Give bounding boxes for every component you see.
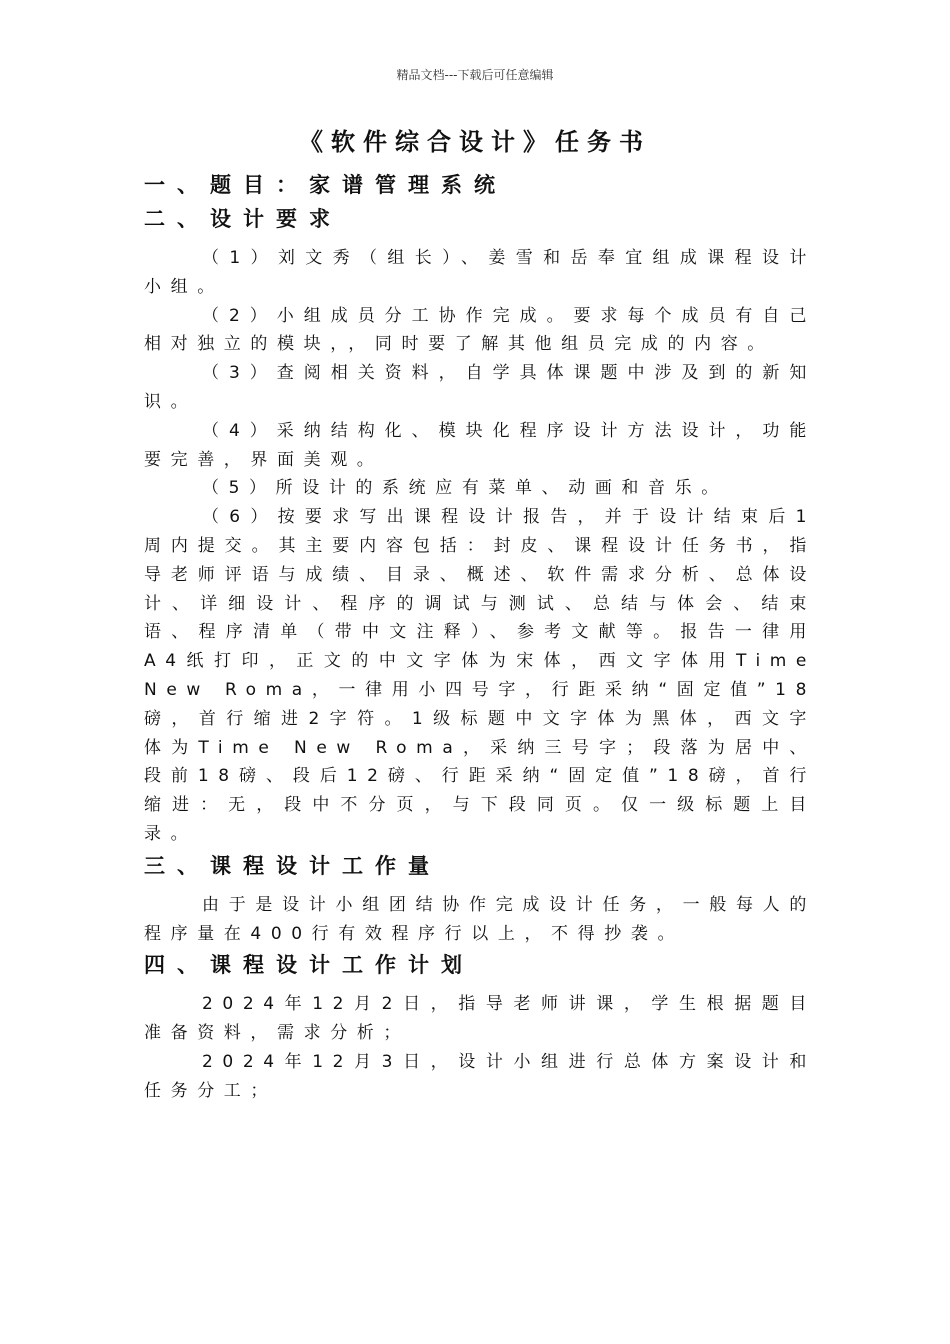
page-header-note: 精品文档---下载后可任意编辑	[396, 68, 554, 82]
requirement-item-5: （5）所设计的系统应有菜单、动画和音乐。	[202, 478, 728, 499]
section-heading-topic: 一、题目：家谱管理系统	[144, 173, 507, 197]
section-heading-work-plan: 四、课程设计工作计划	[144, 953, 474, 978]
section-heading-workload: 三、课程设计工作量	[144, 853, 441, 878]
section-heading-requirements: 二、设计要求	[144, 207, 342, 231]
requirement-item-3: （3）查阅相关资料，自学具体课题中涉及到的新知识。	[144, 363, 816, 412]
work-plan-item-2: 2024年12月3日，设计小组进行总体方案设计和任务分工；	[144, 1051, 816, 1101]
document-body	[144, 168, 816, 1106]
requirement-item-4: （4）采纳结构化、模块化程序设计方法设计，功能要完善，界面美观。	[144, 420, 816, 470]
requirement-item-1: （1）刘文秀（组长）、姜雪和岳奉宜组成课程设计小组。	[144, 248, 816, 297]
requirement-item-2: （2）小组成员分工协作完成。要求每个成员有自己相对独立的模块，，同时要了解其他组员完成的内容。	[144, 305, 816, 355]
workload-paragraph: 由于是设计小组团结协作完成设计任务，一般每人的程序量在400行有效程序行以上，不得抄袭。	[144, 894, 816, 944]
document-title: 《软件综合设计》任务书	[299, 128, 651, 156]
requirement-item-6: （6）按要求写出课程设计报告，并于设计结束后1周内提交。其主要内容包括：封皮、课程设计任务书，指导老师评语与成绩、目录、概述、软件需求分析、总体设计、详细设计、程序的调试与测试、总结与体会、结束语、程序清单（带中文注释）、参考文献等。报告一律用A4纸打印，正文的中文字体为宋体，西文字体用Time New Roma，一律用小四号字，行距采纳“固定值”18磅，首行缩进2字符。1级标题中文字体为黑体，西文字体为Time New Roma，采纳三号字；段落为居中、段前18磅、段后12磅、行距采纳“固定值”18磅，首行缩进：无，段中不分页，与下段同页。仅一级标题上目录。	[144, 507, 816, 844]
work-plan-item-1: 2024年12月2日，指导老师讲课，学生根据题目准备资料，需求分析；	[144, 994, 816, 1044]
